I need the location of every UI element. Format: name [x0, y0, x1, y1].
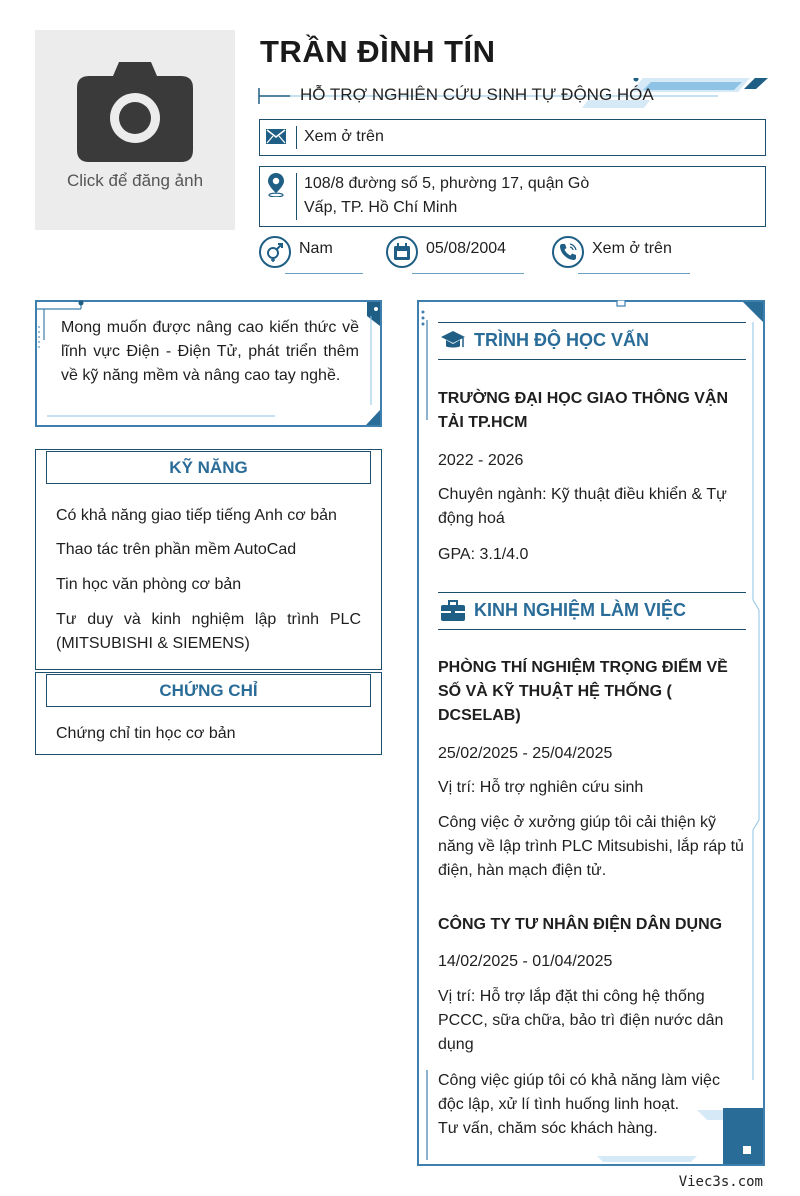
list-item: Có khả năng giao tiếp tiếng Anh cơ bản [56, 507, 337, 524]
certificates-section [35, 672, 382, 755]
education-heading-label: TRÌNH ĐỘ HỌC VẤN [474, 330, 649, 350]
list-item: Tin học văn phòng cơ bản [56, 576, 242, 593]
email-value: Xem ở trên [304, 128, 384, 145]
address-line-2: Vấp, TP. Hồ Chí Minh [304, 199, 458, 216]
education-heading [438, 322, 746, 360]
job-description-extra: Tư vấn, chăm sóc khách hàng. [438, 1120, 658, 1137]
job-period: 25/02/2025 - 25/04/2025 [438, 745, 613, 762]
watermark: Viec3s.com [678, 1174, 763, 1190]
birthday-field[interactable] [386, 236, 536, 276]
job-title-row [258, 78, 768, 112]
education-major: Chuyên ngành: Kỹ thuật điều khiển & Tự động hoá [438, 486, 727, 527]
list-item: Chứng chỉ tin học cơ bản [56, 725, 236, 742]
mail-icon [266, 129, 286, 144]
calendar-icon [386, 236, 418, 268]
address-field[interactable] [259, 166, 766, 227]
job-position: Vị trí: Hỗ trợ nghiên cứu sinh [438, 779, 644, 796]
education-gpa: GPA: 3.1/4.0 [438, 546, 529, 563]
skills-section [35, 449, 382, 670]
phone-field[interactable] [552, 236, 692, 276]
job-position: Vị trí: Hỗ trợ lắp đặt thi công hệ thống PCCC, sữa chữa, bảo trì điện nước dân dụng [438, 988, 724, 1053]
skills-heading: KỸ NĂNG [46, 451, 371, 484]
list-item: Thao tác trên phần mềm AutoCad [56, 541, 297, 558]
job-company: PHÒNG THÍ NGHIỆM TRỌNG ĐIỂM VỀ SỐ VÀ KỸ THUẬT HỆ THỐNG ( DCSELAB) [438, 659, 728, 724]
certificates-heading: CHỨNG CHỈ [46, 674, 371, 707]
avatar-upload[interactable] [35, 30, 235, 230]
camera-icon [75, 58, 195, 164]
experience-heading [438, 592, 746, 630]
graduation-cap-icon [440, 330, 466, 352]
job-title: HỖ TRỢ NGHIÊN CỨU SINH TỰ ĐỘNG HÓA [300, 85, 654, 104]
job-description: Công việc giúp tôi có khả năng làm việc độc lập, xử lí tình huống linh hoạt. [438, 1072, 720, 1113]
location-pin-icon [267, 173, 285, 197]
birthday-value: 05/08/2004 [426, 240, 507, 257]
job-description: Công việc ở xưởng giúp tôi cải thiện kỹ năng về lập trình PLC Mitsubishi, lắp ráp tủ điện, hàn mạch điện tử. [438, 814, 744, 879]
candidate-name: TRẦN ĐÌNH TÍN [260, 34, 496, 69]
phone-icon [552, 236, 584, 268]
email-field[interactable] [259, 119, 766, 156]
job-company: CÔNG TY TƯ NHÂN ĐIỆN DÂN DỤNG [438, 916, 723, 933]
gender-icon [259, 236, 291, 268]
address-line-1: 108/8 đường số 5, phường 17, quận Gò [304, 175, 590, 192]
list-item: Tư duy và kinh nghiệm lập trình PLC (MITSUBISHI & SIEMENS) [56, 611, 361, 652]
education-period: 2022 - 2026 [438, 452, 524, 469]
objective-text: Mong muốn được nâng cao kiến thức về lĩnh vực Điện - Điện Tử, phát triển thêm về kỹ năng mềm và nâng cao tay nghề. [61, 319, 359, 384]
briefcase-icon [440, 600, 466, 622]
career-objective [35, 300, 382, 427]
experience-heading-label: KINH NGHIỆM LÀM VIỆC [474, 600, 687, 620]
school-name: TRƯỜNG ĐẠI HỌC GIAO THÔNG VẬN TẢI TP.HCM [438, 390, 729, 431]
gender-field[interactable] [259, 236, 369, 276]
education-experience-panel [417, 300, 765, 1166]
gender-value: Nam [299, 240, 333, 257]
photo-caption: Click để đăng ảnh [66, 171, 204, 190]
phone-value: Xem ở trên [592, 240, 672, 257]
job-period: 14/02/2025 - 01/04/2025 [438, 953, 613, 970]
